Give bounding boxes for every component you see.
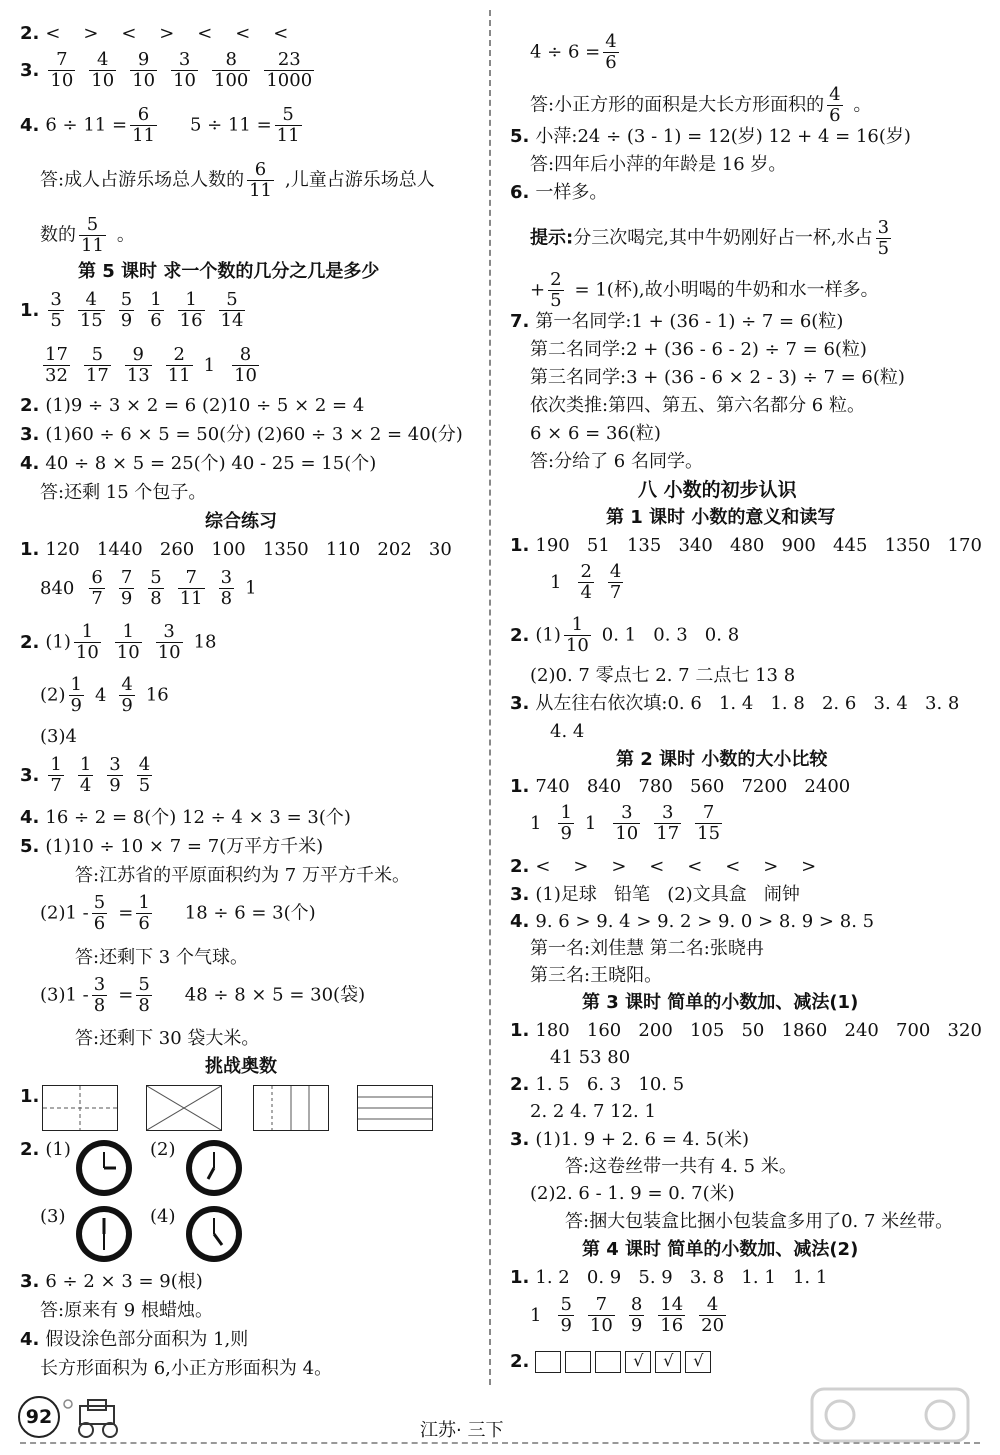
fraction <box>48 755 63 796</box>
q4-answer-1: 答:成人占游乐场总人数的 $\frac{6}{11}$ ,儿童占游乐场总人 <box>40 159 435 201</box>
denominator: 7 <box>609 582 622 603</box>
c2-q1-line1: 1. 740 840 780 560 7200 2400 <box>510 776 851 797</box>
r-q3: 3. $\frac{1}{7}$ $\frac{1}{4}$ $\frac{3}{9}$ $\frac{4}{5}$ <box>20 754 151 796</box>
numerator: 4 <box>89 50 116 71</box>
denominator: 15 <box>79 310 103 331</box>
c2-q4: 4. 9. 6 > 9. 4 > 9. 2 > 9. 0 > 8. 9 > 8. 5 <box>510 911 875 932</box>
fraction <box>876 218 891 259</box>
fraction <box>89 568 104 609</box>
fraction <box>74 622 101 663</box>
o-q3: 3. 6 ÷ 2 × 3 = 9(根) <box>20 1271 203 1292</box>
r-q2-1: 2. (1) $\frac{1}{10}$ $\frac{1}{10}$ $\frac{3}{10}$ 18 <box>20 621 217 663</box>
o-q2-c4-label: (4) <box>150 1206 176 1227</box>
fraction <box>130 105 157 146</box>
numerator: 7 <box>48 50 75 71</box>
denominator: 5 <box>138 775 151 796</box>
numerator: 1 <box>115 622 142 643</box>
c1-q1-line1: 1. 190 51 135 340 480 900 445 1350 170 <box>510 535 982 556</box>
numerator: 3 <box>50 289 62 310</box>
numerator: 5 <box>219 290 246 311</box>
fraction <box>178 568 205 609</box>
o-q3-answer: 答:原来有 9 根蜡烛。 <box>40 1300 213 1321</box>
numerator: 3 <box>109 754 121 775</box>
denominator: 6 <box>605 52 617 73</box>
denominator: 1000 <box>266 70 313 91</box>
r-q5-1: 5. (1)10 ÷ 10 × 7 = 7(万平方千米) <box>20 836 324 857</box>
fraction <box>137 755 152 796</box>
c1-q1-line2: 1 $\frac{2}{4}$ $\frac{4}{7}$ <box>550 561 622 603</box>
numerator: 3 <box>877 217 890 238</box>
denominator: 20 <box>701 1315 725 1336</box>
numerator: 3 <box>171 50 198 71</box>
c2-q4-line3: 第三名:王晓阳。 <box>530 965 663 986</box>
numerator: 3 <box>613 803 640 824</box>
fraction <box>136 975 151 1016</box>
clock-icon <box>186 1206 242 1262</box>
fraction <box>219 290 246 331</box>
q7-line2: 第二名同学:2 + (36 - 6 - 2) ÷ 7 = 6(粒) <box>530 339 867 360</box>
watermark-logo <box>810 1385 970 1445</box>
denominator: 9 <box>121 695 133 716</box>
q7-line1: 7. 第一名同学:1 + (36 - 1) ÷ 7 = 6(粒) <box>510 311 844 332</box>
o-q2-c2-label: (2) <box>150 1139 176 1160</box>
numerator: 5 <box>275 105 302 126</box>
numerator: 5 <box>93 892 106 913</box>
denominator: 32 <box>45 365 68 386</box>
numerator: 1 <box>564 615 591 636</box>
denominator: 9 <box>560 1315 572 1336</box>
denominator: 9 <box>120 588 133 609</box>
denominator: 10 <box>589 1315 613 1336</box>
denominator: 4 <box>79 775 92 796</box>
numerator: 5 <box>150 567 162 588</box>
review-title: 综合练习 <box>205 511 277 532</box>
fraction <box>166 345 193 386</box>
numerator: 1 <box>70 674 82 695</box>
c4-q1-line1: 1. 1. 2 0. 9 5. 9 3. 8 1. 1 1. 1 <box>510 1267 828 1288</box>
denominator: 6 <box>138 913 150 934</box>
numerator: 1 <box>178 290 205 311</box>
denominator: 16 <box>179 310 203 331</box>
numerator: 7 <box>178 568 205 589</box>
denominator: 9 <box>70 695 82 716</box>
denominator: 17 <box>656 823 680 844</box>
fraction <box>48 50 75 91</box>
denominator: 11 <box>276 125 300 146</box>
c3-q3-line2: (2)2. 6 - 1. 9 = 0. 7(米) <box>530 1183 735 1204</box>
denominator: 10 <box>75 642 99 663</box>
denominator: 9 <box>120 310 133 331</box>
fraction <box>588 1295 615 1336</box>
fraction <box>699 1295 726 1336</box>
denominator: 10 <box>116 642 140 663</box>
numerator: 9 <box>125 345 152 366</box>
fraction <box>212 50 250 91</box>
denominator: 10 <box>50 70 74 91</box>
r-q5-3: (3)1 - $\frac{3}{8}$ = $\frac{5}{8}$ 48 ÷ 8 × 5 = 30(袋) <box>40 974 366 1016</box>
fraction <box>119 290 134 331</box>
numerator: 5 <box>79 215 106 236</box>
rect-halves-figure <box>42 1085 118 1131</box>
denominator: 10 <box>91 70 115 91</box>
lesson5-title: 第 5 课时 求一个数的几分之几是多少 <box>78 261 380 282</box>
fraction <box>78 290 105 331</box>
numerator: 7 <box>120 567 133 588</box>
l5-q1-row1: 1. $\frac{3}{5}$ $\frac{4}{15}$ $\frac{5}{9}$ $\frac{1}{6}$ $\frac{1}{16}$ $\frac{5}{14}$ <box>20 289 244 331</box>
fraction <box>613 803 640 844</box>
numerator: 6 <box>247 160 274 181</box>
fraction <box>608 562 623 603</box>
o-q4-line2: 长方形面积为 6,小正方形面积为 4。 <box>40 1358 333 1379</box>
chapter3-title: 第 3 课时 简单的小数加、减法(1) <box>582 992 859 1013</box>
c1-q3-line2: 4. 4 <box>550 721 585 742</box>
fraction <box>130 50 157 91</box>
numerator: 8 <box>212 50 250 71</box>
numerator: 8 <box>630 1294 643 1315</box>
fraction <box>564 615 591 656</box>
fraction <box>219 568 234 609</box>
fraction <box>548 270 563 311</box>
fraction <box>89 50 116 91</box>
numerator: 5 <box>84 345 111 366</box>
fraction <box>79 215 106 256</box>
fraction <box>156 622 183 663</box>
numerator: 4 <box>829 84 841 105</box>
footer-label: 江苏· 三下 <box>420 1420 504 1441</box>
numerator: 2 <box>550 269 562 290</box>
answer-box: √ <box>655 1351 681 1373</box>
fraction <box>148 290 163 331</box>
q5-line: 5. 小萍:24 ÷ (3 - 1) = 12(岁) 12 + 4 = 16(岁) <box>510 126 911 147</box>
denominator: 6 <box>829 105 841 126</box>
c3-q3-answer2: 答:捆大包装盒比捆小包装盒多用了0. 7 米丝带。 <box>565 1211 954 1232</box>
fraction <box>125 345 152 386</box>
denominator: 6 <box>93 913 106 934</box>
answer-box <box>565 1351 591 1373</box>
denominator: 5 <box>550 290 562 311</box>
numerator: 23 <box>264 50 314 71</box>
denominator: 10 <box>565 635 589 656</box>
denominator: 10 <box>615 823 639 844</box>
c1-q2-line2: (2)0. 7 零点七 2. 7 二点七 13 8 <box>530 665 796 686</box>
denominator: 11 <box>132 125 155 146</box>
clock-icon <box>76 1140 132 1196</box>
c3-q2-line1: 2. 1. 5 6. 3 10. 5 <box>510 1074 685 1095</box>
fraction <box>171 50 198 91</box>
denominator: 15 <box>697 823 721 844</box>
q5-answer: 答:四年后小萍的年龄是 16 岁。 <box>530 154 787 175</box>
numerator: 4 <box>605 31 617 52</box>
fraction <box>247 160 274 201</box>
fraction <box>558 803 573 844</box>
c1-q2-line1: 2. (1) $\frac{1}{10}$ 0. 1 0. 3 0. 8 <box>510 614 740 656</box>
denominator: 17 <box>85 365 109 386</box>
c3-q1-line2: 41 53 80 <box>550 1047 631 1068</box>
fraction <box>629 1295 644 1336</box>
q4-line: 4. 6 ÷ 11 = $\frac{6}{11}$ 5 ÷ 11 = $\frac{5}{11}$ <box>20 104 300 146</box>
denominator: 10 <box>132 70 156 91</box>
numerator: 6 <box>91 567 103 588</box>
denominator: 9 <box>560 823 572 844</box>
numerator: 7 <box>588 1295 615 1316</box>
denominator: 11 <box>167 365 191 386</box>
numerator: 4 <box>699 1295 726 1316</box>
numerator: 4 <box>121 674 133 695</box>
numerator: 6 <box>130 105 157 126</box>
chapter4-title: 第 4 课时 简单的小数加、减法(2) <box>582 1239 859 1260</box>
fraction <box>136 893 151 934</box>
numerator: 14 <box>660 1294 684 1315</box>
numerator: 1 <box>79 754 92 775</box>
fraction <box>178 290 205 331</box>
tip-line2: + $\frac{2}{5}$ = 1(杯),故小明喝的牛奶和水一样多。 <box>530 269 879 311</box>
olympiad-title: 挑战奥数 <box>205 1056 277 1077</box>
l5-q4-answer: 答:还剩 15 个包子。 <box>40 482 207 503</box>
denominator: 16 <box>660 1315 684 1336</box>
r-q1-line1: 1. 120 1440 260 100 1350 110 202 30 <box>20 539 452 560</box>
denominator: 7 <box>50 775 62 796</box>
numerator: 1 <box>50 754 62 775</box>
r-q2-3: (3)4 <box>40 726 77 747</box>
denominator: 11 <box>179 588 203 609</box>
fraction <box>119 675 134 716</box>
fraction <box>264 50 314 91</box>
page-number: 92 <box>18 1396 60 1438</box>
denominator: 10 <box>234 365 257 386</box>
numerator: 7 <box>695 803 722 824</box>
numerator: 4 <box>78 290 105 311</box>
left-column <box>0 0 490 1390</box>
numerator: 3 <box>156 622 183 643</box>
numerator: 5 <box>138 974 150 995</box>
numerator: 3 <box>220 567 233 588</box>
numerator: 4 <box>609 561 622 582</box>
denominator: 9 <box>630 1315 643 1336</box>
fraction <box>148 568 163 609</box>
q7-line3: 第三名同学:3 + (36 - 6 × 2 - 3) ÷ 7 = 6(粒) <box>530 367 905 388</box>
o-q4: 4. 假设涂色部分面积为 1,则 <box>20 1329 249 1350</box>
denominator: 100 <box>214 70 249 91</box>
numerator: 17 <box>45 344 68 365</box>
clock-icon <box>76 1206 132 1262</box>
numerator: 8 <box>232 345 259 366</box>
r-q4: 4. 16 ÷ 2 = 8(个) 12 ÷ 4 × 3 = 3(个) <box>20 807 351 828</box>
r-q5-ans3: 答:还剩下 30 袋大米。 <box>75 1028 260 1049</box>
answer-box: √ <box>625 1351 651 1373</box>
chapter1-title: 第 1 课时 小数的意义和读写 <box>606 507 836 528</box>
denominator: 11 <box>249 180 272 201</box>
c3-q2-line2: 2. 2 4. 7 12. 1 <box>530 1101 656 1122</box>
fraction <box>654 803 681 844</box>
fraction <box>115 622 142 663</box>
c2-q4-line2: 第一名:刘佳慧 第二名:张晓冉 <box>530 938 764 959</box>
c2-q1-line2: 1 $\frac{1}{9}$ 1 $\frac{3}{10}$ $\frac{3}{17}$ $\frac{7}{15}$ <box>530 802 721 844</box>
fraction <box>78 755 93 796</box>
l5-q1-row2: $\frac{17}{32}$ $\frac{5}{17}$ $\frac{9}{13}$ $\frac{2}{11}$ 1 $\frac{8}{10}$ <box>45 344 257 386</box>
numerator: 5 <box>560 1294 572 1315</box>
right-column <box>500 0 1000 1390</box>
denominator: 6 <box>150 310 162 331</box>
c3-q3-answer1: 答:这卷丝带一共有 4. 5 米。 <box>565 1156 797 1177</box>
fraction <box>119 568 134 609</box>
numerator: 9 <box>130 50 157 71</box>
q7-line4: 依次类推:第四、第五、第六名都分 6 粒。 <box>530 395 865 416</box>
denominator: 8 <box>138 995 150 1016</box>
o-q2-c3-label: (3) <box>40 1206 66 1227</box>
denominator: 4 <box>580 582 592 603</box>
fraction <box>827 85 842 126</box>
c1-q3-line1: 3. 从左往右依次填:0. 6 1. 4 1. 8 2. 6 3. 4 3. 8 <box>510 693 960 714</box>
q3-line: 3. $\frac{7}{10}$ $\frac{4}{10}$ $\frac{9}{10}$ $\frac{3}{10}$ $\frac{8}{100}$ $\frac{23}{1000}$ <box>20 49 313 91</box>
r-q5-ans2: 答:还剩下 3 个气球。 <box>75 947 248 968</box>
fraction <box>92 893 107 934</box>
denominator: 14 <box>220 310 244 331</box>
r-q5-2: (2)1 - $\frac{5}{6}$ = $\frac{1}{6}$ 18 ÷ 6 = 3(个) <box>40 892 316 934</box>
c2-q3: 3. (1)足球 铅笔 (2)文具盒 闹钟 <box>510 884 800 905</box>
fraction <box>69 675 84 716</box>
fraction <box>578 562 593 603</box>
answer-box: √ <box>685 1351 711 1373</box>
l5-q3: 3. (1)60 ÷ 6 × 5 = 50(分) (2)60 ÷ 3 × 2 = 40(分) <box>20 424 463 445</box>
fraction <box>232 345 259 386</box>
bottom-rule <box>20 1442 980 1444</box>
c4-q1-line2: 1 $\frac{5}{9}$ $\frac{7}{10}$ $\frac{8}{9}$ $\frac{14}{16}$ $\frac{4}{20}$ <box>530 1294 725 1336</box>
c4-q2: 2. √ √ √ <box>510 1350 715 1374</box>
denominator: 13 <box>126 365 150 386</box>
tip-line1: 提示:分三次喝完,其中牛奶刚好占一杯,水占 $\frac{3}{5}$ <box>530 217 890 259</box>
denominator: 8 <box>150 588 162 609</box>
c2-q2: 2. < > > < < < > > <box>510 856 817 877</box>
numerator: 1 <box>150 289 162 310</box>
l5-q4: 4. 40 ÷ 8 × 5 = 25(个) 40 - 25 = 15(个) <box>20 453 377 474</box>
r1-answer: 答:小正方形的面积是大长方形面积的 $\frac{4}{6}$ 。 <box>530 84 872 126</box>
numerator: 1 <box>560 802 572 823</box>
denominator: 5 <box>877 238 890 259</box>
denominator: 7 <box>91 588 103 609</box>
numerator: 4 <box>138 754 151 775</box>
fraction <box>558 1295 573 1336</box>
fraction <box>84 345 111 386</box>
fraction <box>658 1295 685 1336</box>
numerator: 2 <box>580 561 592 582</box>
numerator: 1 <box>138 892 150 913</box>
rect-horizontal-strips-figure <box>357 1085 433 1131</box>
fraction <box>107 755 122 796</box>
answer-box <box>535 1351 561 1373</box>
numerator: 3 <box>93 974 106 995</box>
q4-answer-2: 数的 $\frac{5}{11}$ 。 <box>40 214 135 256</box>
answer-box <box>595 1351 621 1373</box>
l5-q2: 2. (1)9 ÷ 3 × 2 = 6 (2)10 ÷ 5 × 2 = 4 <box>20 395 365 416</box>
tractor-icon <box>60 1396 130 1440</box>
rect-diagonals-figure <box>146 1085 222 1131</box>
denominator: 11 <box>81 235 104 256</box>
denominator: 5 <box>50 310 62 331</box>
o-q1-num: 1. <box>20 1086 40 1107</box>
r-q1-line2: 840 $\frac{6}{7}$ $\frac{7}{9}$ $\frac{5}{8}$ $\frac{7}{11}$ $\frac{3}{8}$ 1 <box>40 567 257 609</box>
clock-icon <box>186 1140 242 1196</box>
numerator: 3 <box>654 803 681 824</box>
chapter2-title: 第 2 课时 小数的大小比较 <box>616 749 828 770</box>
fraction <box>603 32 618 73</box>
fraction <box>48 290 63 331</box>
o-q2-label: 2. (1) <box>20 1139 71 1160</box>
denominator: 9 <box>109 775 121 796</box>
denominator: 8 <box>220 588 233 609</box>
numerator: 5 <box>120 289 133 310</box>
denominator: 10 <box>173 70 196 91</box>
r-q2-2: (2) $\frac{1}{9}$ 4 $\frac{4}{9}$ 16 <box>40 674 169 716</box>
rect-vertical-strips-figure <box>253 1085 329 1131</box>
q6-line: 6. 一样多。 <box>510 182 608 203</box>
q7-line5: 6 × 6 = 36(粒) <box>530 423 661 444</box>
r1-line: 4 ÷ 6 = $\frac{4}{6}$ <box>530 31 617 73</box>
c3-q1-line1: 1. 180 160 200 105 50 1860 240 700 320 <box>510 1020 982 1041</box>
fraction <box>695 803 722 844</box>
denominator: 8 <box>93 995 106 1016</box>
unit8-title: 八 小数的初步认识 <box>638 479 797 501</box>
fraction <box>92 975 107 1016</box>
q7-answer: 答:分给了 6 名同学。 <box>530 451 703 472</box>
denominator: 10 <box>157 642 181 663</box>
c3-q3-line1: 3. (1)1. 9 + 2. 6 = 4. 5(米) <box>510 1129 750 1150</box>
r-q5-ans1: 答:江苏省的平原面积约为 7 万平方千米。 <box>75 865 410 886</box>
fraction <box>275 105 302 146</box>
numerator: 2 <box>166 345 193 366</box>
q2-line: 2. < > < > < < < <box>20 23 289 44</box>
fraction <box>43 345 70 386</box>
numerator: 1 <box>74 622 101 643</box>
